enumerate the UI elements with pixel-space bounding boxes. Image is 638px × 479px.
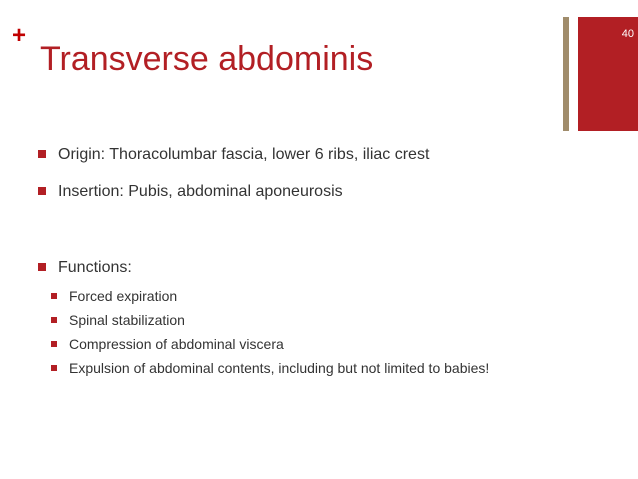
bullet-item-functions bbox=[38, 258, 132, 278]
sub-bullet-text: Forced expiration bbox=[69, 288, 178, 304]
bullet-text: Origin: Thoracolumbar fascia, lower 6 ribs, iliac crest bbox=[58, 146, 430, 163]
square-bullet-icon bbox=[51, 365, 57, 371]
sub-bullet-item-compression bbox=[51, 335, 284, 353]
square-bullet-icon bbox=[51, 293, 57, 299]
square-bullet-icon bbox=[38, 150, 46, 158]
slide-number: 40 bbox=[621, 28, 634, 40]
square-bullet-icon bbox=[51, 341, 57, 347]
square-bullet-icon bbox=[38, 263, 46, 271]
sub-bullet-item-spinal-stabilization bbox=[51, 311, 185, 329]
sub-bullet-item-forced-expiration bbox=[51, 287, 177, 305]
bullet-text: Functions: bbox=[58, 259, 132, 276]
decorative-tan-bar bbox=[563, 17, 569, 131]
square-bullet-icon bbox=[51, 317, 57, 323]
sub-bullet-text: Spinal stabilization bbox=[69, 312, 185, 328]
slide-title: Transverse abdominis bbox=[40, 40, 374, 78]
bullet-item-insertion bbox=[38, 182, 343, 202]
bullet-item-origin bbox=[38, 145, 429, 165]
sub-bullet-item-expulsion bbox=[51, 359, 489, 377]
sub-bullet-text: Compression of abdominal viscera bbox=[69, 336, 284, 352]
sub-bullet-text: Expulsion of abdominal contents, including but not limited to babies! bbox=[69, 360, 490, 376]
bullet-text: Insertion: Pubis, abdominal aponeurosis bbox=[58, 183, 343, 200]
square-bullet-icon bbox=[38, 187, 46, 195]
plus-mark: + bbox=[12, 22, 27, 49]
